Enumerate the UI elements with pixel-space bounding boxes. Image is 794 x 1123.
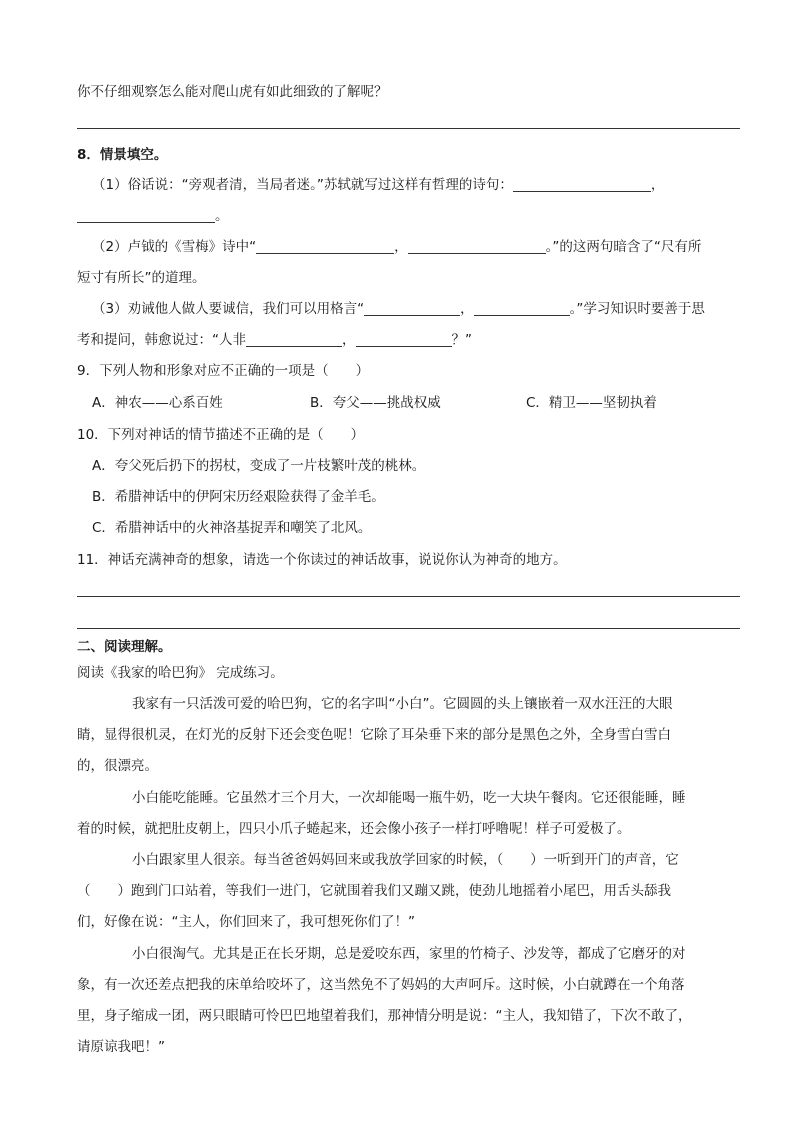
fill-blank[interactable] [408, 239, 546, 254]
passage-p3-line1: 小白跟家里人很亲。每当爸爸妈妈回来或我放学回家的时候，（ ）一听到开门的声音，它 [132, 852, 679, 868]
q8-part2-text: （2）卢钺的《雪梅》诗中“ [92, 239, 257, 255]
section2-title: 二、阅读理解。 [77, 639, 172, 655]
q8-part2-end: 。”的这两句暗含了“尺有所 [545, 239, 702, 255]
reading-intro: 阅读《我家的哈巴狗》 完成练习。 [77, 665, 284, 681]
passage-p3-line2: （ ）跑到门口站着，等我们一进门，它就围着我们又蹦又跳，使劲儿地摇着小尾巴，用舌头舔我 [77, 883, 671, 899]
passage-p3-line3: 们，好像在说：“主人，你们回来了，我可想死你们了！” [77, 914, 415, 930]
q8-part3-comma2: ， [342, 332, 356, 348]
q8-part3-text2: 考和提问，韩愈说过：“人非 [77, 332, 246, 348]
q8-part1-line1 [92, 176, 664, 194]
fill-blank[interactable] [513, 177, 651, 192]
passage-p2-line2: 着的时候，就把肚皮朝上，四只小爪子蜷起来，还会像小孩子一样打呼噜呢！样子可爱极了。 [77, 821, 631, 837]
passage-p2-line1: 小白能吃能睡。它虽然才三个月大，一次却能喝一瓶牛奶，吃一大块午餐肉。它还很能睡，睡 [132, 790, 686, 806]
passage-p4-line4: 请原谅我吧！” [77, 1039, 165, 1055]
q8-part3-text: （3）劝诫他人做人要诚信，我们可以用格言“ [92, 301, 365, 317]
top-question: 你不仔细观察怎么能对爬山虎有如此细致的了解呢？ [77, 84, 388, 100]
passage-p4-line2: 象，有一次还差点把我的床单给咬坏了，这当然免不了妈妈的大声呵斥。这时候，小白就蹲在一个角落 [77, 977, 685, 993]
answer-line[interactable] [77, 128, 740, 129]
q9-option-c[interactable]: C．精卫——坚韧执着 [526, 395, 657, 411]
fill-blank[interactable] [246, 332, 342, 347]
q9-title: 9．下列人物和形象对应不正确的一项是（ ） [77, 363, 370, 379]
q8-part2-line1 [92, 238, 701, 256]
q8-part3-end2: ？” [451, 332, 472, 348]
q8-part1-text: （1）俗话说：“旁观者清，当局者迷。”苏轼就写过这样有哲理的诗句： [92, 177, 513, 193]
fill-blank[interactable] [256, 239, 394, 254]
fill-blank[interactable] [77, 208, 215, 223]
q10-option-b[interactable]: B．希腊神话中的伊阿宋历经艰险获得了金羊毛。 [92, 489, 385, 505]
q10-option-c[interactable]: C．希腊神话中的火神洛基捉弄和嘲笑了北风。 [92, 520, 372, 536]
fill-blank[interactable] [364, 301, 460, 316]
q8-part3-comma: ， [460, 301, 474, 317]
passage-p4-line1: 小白很淘气。尤其是正在长牙期，总是爱咬东西，家里的竹椅子、沙发等，都成了它磨牙的对 [132, 946, 686, 962]
q10-option-a[interactable]: A．夸父死后扔下的拐杖，变成了一片枝繁叶茂的桃林。 [92, 458, 426, 474]
answer-line[interactable] [77, 628, 740, 629]
q9-option-b[interactable]: B．夸父——挑战权威 [310, 395, 441, 411]
passage-p1-line2: 睛，显得很机灵，在灯光的反射下还会变色呢！它除了耳朵垂下来的部分是黑色之外，全身雪白雪白 [77, 727, 671, 743]
passage-p1-line1: 我家有一只活泼可爱的哈巴狗，它的名字叫“小白”。它圆圆的头上镶嵌着一双水汪汪的大眼 [132, 696, 673, 712]
passage-p1-line3: 的，很漂亮。 [77, 758, 158, 774]
q8-part3-line1 [92, 300, 705, 318]
q9-option-a[interactable]: A．神农——心系百姓 [92, 395, 223, 411]
q8-part2-comma: ， [394, 239, 408, 255]
q8-part1-period: 。 [215, 208, 229, 224]
fill-blank[interactable] [356, 332, 452, 347]
q8-part2-line2: 短寸有所长”的道理。 [77, 270, 206, 286]
passage-p4-line3: 里，身子缩成一团，两只眼睛可怜巴巴地望着我们，那神情分明是说：“主人，我知错了，下次不敢了， [77, 1008, 692, 1024]
q8-part1-comma: ， [650, 177, 665, 193]
q10-title: 10．下列对神话的情节描述不正确的是（ ） [77, 427, 365, 443]
fill-blank[interactable] [474, 301, 570, 316]
answer-line[interactable] [77, 596, 740, 597]
q8-part3-end: 。”学习知识时要善于思 [569, 301, 705, 317]
q11-title: 11．神话充满神奇的想象，请选一个你读过的神话故事，说说你认为神奇的地方。 [77, 552, 567, 568]
q8-part3-line2 [77, 331, 472, 349]
q8-part1-line2 [77, 207, 229, 225]
q8-title: 8．情景填空。 [77, 147, 168, 163]
